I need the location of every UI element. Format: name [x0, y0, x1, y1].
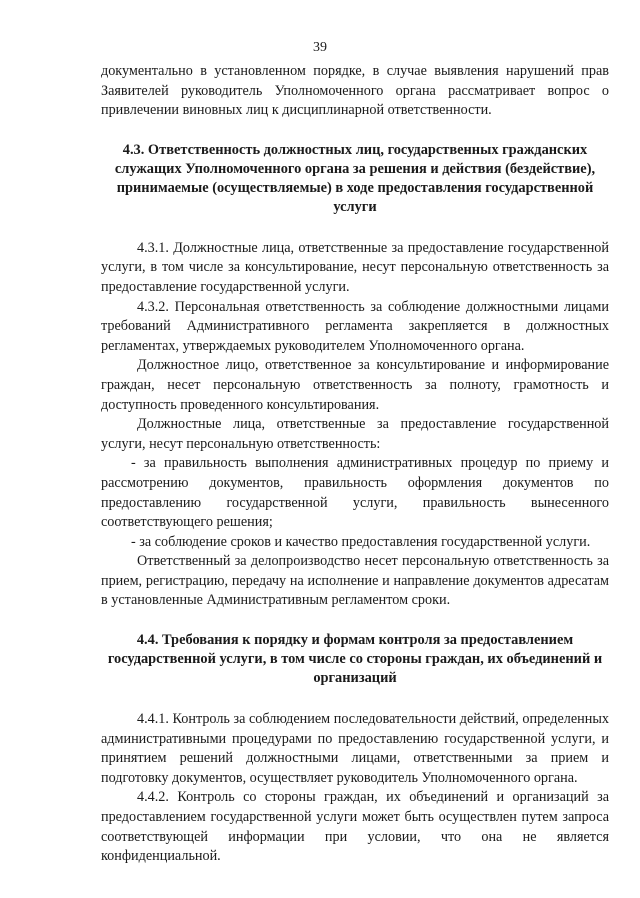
paragraph-4-4-2: 4.4.2. Контроль со стороны граждан, их объединений и организаций за предоставлением государственной услуги может быть осуществлен путем запроса соответствующей информации при условии, что она не является конфиденциальной.	[101, 789, 609, 865]
paragraph-4-3-1: 4.3.1. Должностные лица, ответственные за предоставление государственной услуги, в том числе за консультирование, несут персональную ответственность за предоставление государственной услуги.	[101, 239, 609, 295]
section-4-4-heading: 4.4. Требования к порядку и формам контроля за предоставлением государственной услуги, в том числе со стороны граждан, их объединений и организаций	[107, 632, 603, 687]
section-4-3-heading: 4.3. Ответственность должностных лиц, государственных гражданских служащих Уполномоченного органа за решения и действия (бездействие), принимаемые (осуществляемые) в ходе предоставления государственной услуги	[114, 141, 596, 215]
intro-paragraph: документально в установленном порядке, в случае выявления нарушений прав Заявителей руководитель Уполномоченного органа рассматривает вопрос о привлечении виновных лиц к дисциплинарной ответственности.	[101, 63, 609, 119]
list-item-procedures: - за правильность выполнения административных процедур по приему и рассмотрению документов, правильность оформления документов по предоставлению государственной услуги, правильность вынесенного соответствующего решения;	[101, 455, 609, 531]
page-content	[101, 62, 609, 867]
paragraph-4-3-2: 4.3.2. Персональная ответственность за соблюдение должностными лицами требований Административного регламента закрепляется в должностных регламентах, утверждаемых руководителем Уполномоченного органа.	[101, 298, 609, 354]
list-item-deadlines: - за соблюдение сроков и качество предоставления государственной услуги.	[131, 533, 591, 550]
page-number: 39	[313, 40, 327, 55]
paragraph-records-responsibility: Ответственный за делопроизводство несет персональную ответственность за прием, регистрацию, передачу на исполнение и направление документов адресатам в установленные Административным регламентом сроки.	[101, 553, 609, 609]
paragraph-officials-responsibility: Должностные лица, ответственные за предоставление государственной услуги, несут персональную ответственность:	[101, 416, 609, 452]
paragraph-4-4-1: 4.4.1. Контроль за соблюдением последовательности действий, определенных административными процедурами по предоставлению государственной услуги, и принятием решений должностными лицами, ответственными за прием и подготовку документов, осуществляет руководитель Уполномоченного органа.	[101, 711, 609, 786]
paragraph-consultant-responsibility: Должностное лицо, ответственное за консультирование и информирование граждан, несет персональную ответственность за полноту, грамотность и доступность проведенного консультирования.	[101, 357, 609, 413]
